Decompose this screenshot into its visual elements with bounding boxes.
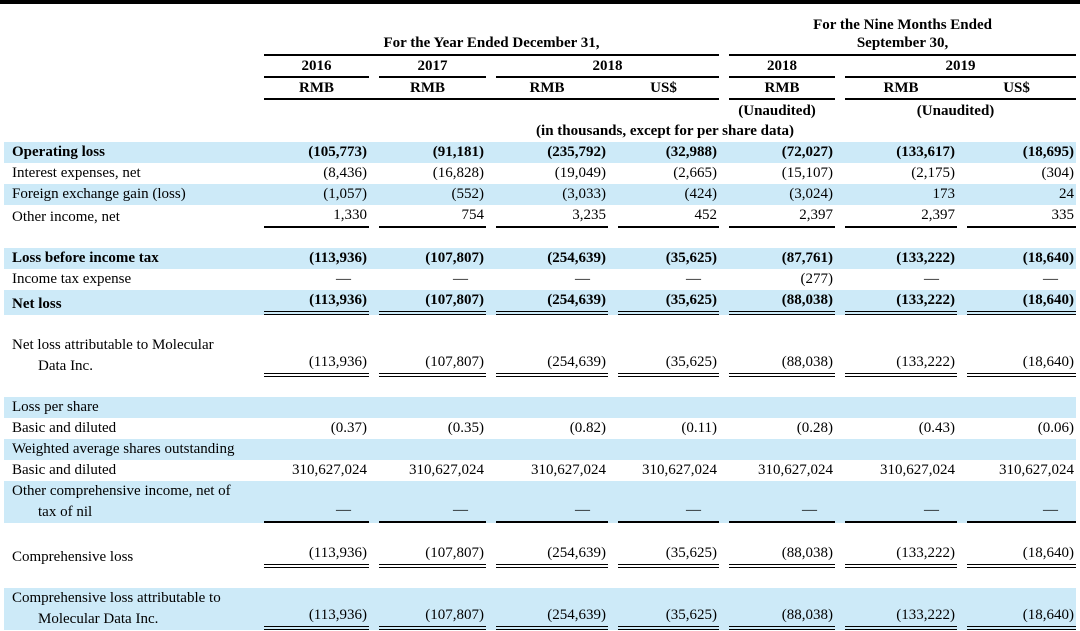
currency-header: RMB — [486, 78, 608, 100]
value-cell — [486, 481, 608, 523]
value-cell — [369, 290, 486, 315]
cell-value: (18,640) — [1022, 250, 1075, 266]
table-row — [4, 418, 1076, 439]
value-cell — [835, 163, 957, 184]
cell-value: (2,175) — [911, 165, 956, 181]
cell-value: (18,640) — [1022, 292, 1075, 308]
table-row — [4, 335, 1076, 377]
value-cell — [486, 397, 608, 418]
value-cell — [835, 588, 957, 630]
row-label: Net loss — [12, 296, 62, 312]
value-cell — [835, 290, 957, 315]
income-statement-table — [4, 4, 1076, 630]
value-cell — [486, 163, 608, 184]
table-row — [4, 397, 1076, 418]
year-header-2018-nine-months: 2018 — [719, 56, 835, 78]
cell-value: (113,936) — [308, 545, 367, 561]
cell-value: (277) — [800, 271, 834, 287]
value-cell — [486, 439, 608, 460]
cell-value: (0.06) — [1037, 420, 1075, 436]
cell-value: (235,792) — [547, 144, 606, 160]
cell-value: (424) — [684, 186, 718, 202]
cell-value: — — [802, 502, 818, 518]
value-cell — [369, 418, 486, 439]
value-cell — [719, 397, 835, 418]
year-header-2017: 2017 — [369, 56, 486, 78]
cell-value: — — [336, 502, 351, 518]
value-cell — [608, 481, 719, 523]
units-note-row — [4, 120, 1076, 142]
value-cell — [719, 439, 835, 460]
table-row — [4, 460, 1076, 481]
spacer-row — [4, 377, 1076, 397]
value-cell — [719, 269, 835, 290]
value-cell — [835, 481, 957, 523]
cell-value: (72,027) — [781, 144, 834, 160]
value-cell — [486, 588, 608, 630]
value-cell — [835, 460, 957, 481]
cell-value: 452 — [694, 207, 718, 223]
cell-value: (113,936) — [309, 250, 367, 266]
year-row — [4, 56, 1076, 78]
value-cell — [957, 205, 1076, 228]
value-cell — [254, 248, 369, 269]
value-cell — [608, 335, 719, 377]
value-cell — [608, 397, 719, 418]
value-cell — [835, 335, 957, 377]
unaudited-row — [4, 100, 1076, 120]
cell-value: (552) — [451, 186, 484, 202]
cell-value: (0.37) — [330, 420, 367, 436]
row-label: Loss before income tax — [12, 250, 159, 266]
value-cell — [719, 205, 835, 228]
value-cell — [957, 418, 1076, 439]
currency-header: US$ — [957, 78, 1076, 100]
value-cell — [835, 248, 957, 269]
value-cell — [719, 290, 835, 315]
value-cell — [608, 543, 719, 568]
value-cell — [369, 543, 486, 568]
cell-value: — — [453, 271, 468, 287]
cell-value: (107,807) — [425, 354, 484, 370]
value-cell — [719, 543, 835, 568]
year-header-2019: 2019 — [835, 56, 1076, 78]
spacer-row — [4, 315, 1076, 335]
cell-value: (18,640) — [1022, 354, 1075, 370]
table-row — [4, 163, 1076, 184]
value-cell — [608, 460, 719, 481]
cell-value: (18,695) — [1022, 144, 1075, 160]
value-cell — [957, 269, 1076, 290]
cell-value: (3,033) — [562, 186, 606, 202]
row-label: Comprehensive loss attributable to Molecular Data Inc. — [12, 590, 221, 627]
row-label: Other income, net — [12, 209, 120, 225]
cell-value: (107,807) — [425, 607, 484, 623]
value-cell — [608, 588, 719, 630]
cell-value: 173 — [932, 186, 956, 202]
currency-row — [4, 78, 1076, 100]
row-label: Comprehensive loss — [12, 549, 134, 565]
cell-value: (35,625) — [665, 250, 718, 266]
value-cell — [957, 248, 1076, 269]
cell-value: (88,038) — [781, 292, 834, 308]
cell-value: (133,222) — [896, 292, 956, 308]
value-cell — [719, 163, 835, 184]
value-cell — [254, 205, 369, 228]
cell-value: (254,639) — [547, 354, 606, 370]
cell-value: (35,625) — [665, 607, 718, 623]
row-label: Other comprehensive income, net of tax of nil — [12, 483, 231, 520]
unaudited-note-2019: (Unaudited) — [916, 103, 995, 119]
value-cell — [254, 269, 369, 290]
cell-value: (32,988) — [665, 144, 718, 160]
cell-value: 3,235 — [572, 207, 606, 223]
value-cell — [369, 184, 486, 205]
cell-value: (88,038) — [781, 354, 834, 370]
cell-value: 2,397 — [799, 207, 834, 223]
cell-value: 754 — [461, 207, 484, 223]
value-cell — [957, 439, 1076, 460]
value-cell — [957, 184, 1076, 205]
currency-header: US$ — [608, 78, 719, 100]
value-cell — [835, 184, 957, 205]
cell-value: (133,222) — [896, 545, 956, 561]
cell-value: (88,038) — [781, 545, 834, 561]
value-cell — [608, 418, 719, 439]
value-cell — [719, 335, 835, 377]
cell-value: (254,639) — [547, 292, 606, 308]
table-row — [4, 290, 1076, 315]
currency-header: RMB — [835, 78, 957, 100]
value-cell — [254, 439, 369, 460]
table-row — [4, 205, 1076, 228]
row-label: Loss per share — [12, 399, 99, 415]
value-cell — [608, 290, 719, 315]
cell-value: (1,057) — [323, 186, 367, 202]
table-row — [4, 543, 1076, 568]
value-cell — [369, 335, 486, 377]
cell-value: (107,807) — [425, 292, 484, 308]
cell-value: (18,640) — [1022, 607, 1075, 623]
cell-value: (18,640) — [1022, 545, 1075, 561]
table-row — [4, 481, 1076, 523]
row-label: Basic and diluted — [12, 462, 117, 478]
value-cell — [835, 269, 957, 290]
cell-value: (107,807) — [425, 250, 484, 266]
value-cell — [608, 184, 719, 205]
year-ended-group-title: For the Year Ended December 31, — [264, 34, 719, 56]
row-label: Interest expenses, net — [12, 165, 141, 181]
label-column-header — [4, 4, 254, 56]
value-cell — [254, 460, 369, 481]
cell-value: (304) — [1041, 165, 1075, 181]
table-row — [4, 269, 1076, 290]
value-cell — [957, 460, 1076, 481]
cell-value: (15,107) — [781, 165, 834, 181]
value-cell — [835, 142, 957, 163]
table-row — [4, 142, 1076, 163]
value-cell — [369, 397, 486, 418]
cell-value: (113,936) — [308, 607, 367, 623]
value-cell — [835, 543, 957, 568]
table-row — [4, 184, 1076, 205]
value-cell — [486, 205, 608, 228]
cell-value: (2,665) — [673, 165, 718, 181]
cell-value: (254,639) — [547, 545, 606, 561]
value-cell — [254, 335, 369, 377]
value-cell — [835, 418, 957, 439]
row-label: Weighted average shares outstanding — [12, 441, 235, 457]
value-cell — [835, 439, 957, 460]
cell-value: — — [686, 271, 702, 287]
value-cell — [486, 543, 608, 568]
cell-value: 24 — [1059, 186, 1075, 202]
value-cell — [254, 481, 369, 523]
cell-value: 310,627,024 — [758, 462, 834, 478]
cell-value: (105,773) — [308, 144, 367, 160]
value-cell — [369, 269, 486, 290]
cell-value: — — [686, 502, 702, 518]
value-cell — [486, 418, 608, 439]
table-header — [4, 4, 1076, 142]
value-cell — [369, 588, 486, 630]
value-cell — [719, 481, 835, 523]
cell-value: (254,639) — [547, 607, 606, 623]
cell-value: 335 — [1051, 207, 1075, 223]
cell-value: — — [453, 502, 468, 518]
value-cell — [608, 439, 719, 460]
value-cell — [254, 588, 369, 630]
spacer-row — [4, 523, 1076, 543]
cell-value: (3,024) — [789, 186, 834, 202]
row-label: Net loss attributable to Molecular Data Inc. — [12, 337, 214, 374]
cell-value: (8,436) — [323, 165, 367, 181]
value-cell — [369, 439, 486, 460]
period-group-row — [4, 4, 1076, 56]
value-cell — [254, 418, 369, 439]
cell-value: (0.82) — [569, 420, 606, 436]
cell-value: (88,038) — [781, 607, 834, 623]
cell-value: (35,625) — [665, 354, 718, 370]
table-body — [4, 142, 1076, 630]
value-cell — [254, 184, 369, 205]
row-label: Basic and diluted — [12, 420, 117, 436]
value-cell — [486, 269, 608, 290]
cell-value: (107,807) — [425, 545, 484, 561]
cell-value: 1,330 — [333, 207, 367, 223]
cell-value: (87,761) — [781, 250, 834, 266]
value-cell — [254, 163, 369, 184]
value-cell — [719, 460, 835, 481]
year-header-2016: 2016 — [254, 56, 369, 78]
value-cell — [486, 460, 608, 481]
cell-value: (133,222) — [896, 354, 956, 370]
cell-value: 310,627,024 — [999, 462, 1075, 478]
cell-value: — — [924, 271, 940, 287]
cell-value: (133,617) — [896, 144, 956, 160]
cell-value: (0.35) — [447, 420, 484, 436]
year-ended-group-header — [254, 4, 719, 56]
value-cell — [486, 335, 608, 377]
cell-value: — — [575, 502, 590, 518]
table-row — [4, 588, 1076, 630]
value-cell — [957, 481, 1076, 523]
value-cell — [486, 248, 608, 269]
value-cell — [835, 205, 957, 228]
value-cell — [486, 184, 608, 205]
cell-value: — — [575, 271, 590, 287]
value-cell — [369, 481, 486, 523]
cell-value: (35,625) — [665, 292, 718, 308]
value-cell — [254, 397, 369, 418]
cell-value: (35,625) — [665, 545, 718, 561]
spacer-row — [4, 568, 1076, 588]
cell-value: (0.11) — [681, 420, 718, 436]
value-cell — [608, 269, 719, 290]
cell-value: (16,828) — [432, 165, 484, 181]
cell-value: 310,627,024 — [880, 462, 956, 478]
table-row — [4, 248, 1076, 269]
row-label: Income tax expense — [12, 271, 132, 287]
nine-months-group-header — [719, 4, 1076, 56]
value-cell — [719, 248, 835, 269]
value-cell — [957, 588, 1076, 630]
value-cell — [369, 205, 486, 228]
cell-value: 310,627,024 — [292, 462, 367, 478]
value-cell — [254, 543, 369, 568]
cell-value: (254,639) — [547, 250, 606, 266]
currency-header: RMB — [254, 78, 369, 100]
value-cell — [486, 142, 608, 163]
value-cell — [957, 335, 1076, 377]
cell-value: — — [1043, 502, 1059, 518]
cell-value: (133,222) — [896, 607, 956, 623]
row-label: Foreign exchange gain (loss) — [12, 186, 186, 202]
value-cell — [835, 397, 957, 418]
value-cell — [957, 163, 1076, 184]
value-cell — [957, 142, 1076, 163]
value-cell — [369, 248, 486, 269]
cell-value: 310,627,024 — [531, 462, 606, 478]
cell-value: (0.28) — [796, 420, 834, 436]
unaudited-note-2018: (Unaudited) — [738, 103, 816, 119]
value-cell — [608, 248, 719, 269]
cell-value: (19,049) — [554, 165, 606, 181]
cell-value: — — [336, 271, 351, 287]
value-cell — [369, 142, 486, 163]
row-label: Operating loss — [12, 144, 105, 160]
year-header-2018: 2018 — [486, 56, 719, 78]
cell-value: (91,181) — [432, 144, 484, 160]
cell-value: 310,627,024 — [409, 462, 484, 478]
spacer-row — [4, 228, 1076, 248]
cell-value: (133,222) — [896, 250, 956, 266]
value-cell — [719, 418, 835, 439]
currency-header: RMB — [369, 78, 486, 100]
value-cell — [254, 290, 369, 315]
value-cell — [369, 163, 486, 184]
value-cell — [254, 142, 369, 163]
cell-value: (0.43) — [918, 420, 956, 436]
cell-value: (113,936) — [309, 292, 367, 308]
nine-months-group-title: For the Nine Months Ended September 30, — [729, 16, 1076, 56]
value-cell — [719, 588, 835, 630]
value-cell — [957, 290, 1076, 315]
cell-value: 2,397 — [921, 207, 956, 223]
value-cell — [608, 142, 719, 163]
units-note: (in thousands, except for per share data) — [536, 123, 794, 139]
value-cell — [608, 205, 719, 228]
cell-value: — — [1043, 271, 1059, 287]
value-cell — [608, 163, 719, 184]
value-cell — [957, 397, 1076, 418]
table-row — [4, 439, 1076, 460]
value-cell — [369, 460, 486, 481]
value-cell — [486, 290, 608, 315]
value-cell — [719, 142, 835, 163]
cell-value: — — [924, 502, 940, 518]
cell-value: (113,936) — [308, 354, 367, 370]
currency-header: RMB — [719, 78, 835, 100]
cell-value: 310,627,024 — [642, 462, 718, 478]
value-cell — [957, 543, 1076, 568]
value-cell — [719, 184, 835, 205]
